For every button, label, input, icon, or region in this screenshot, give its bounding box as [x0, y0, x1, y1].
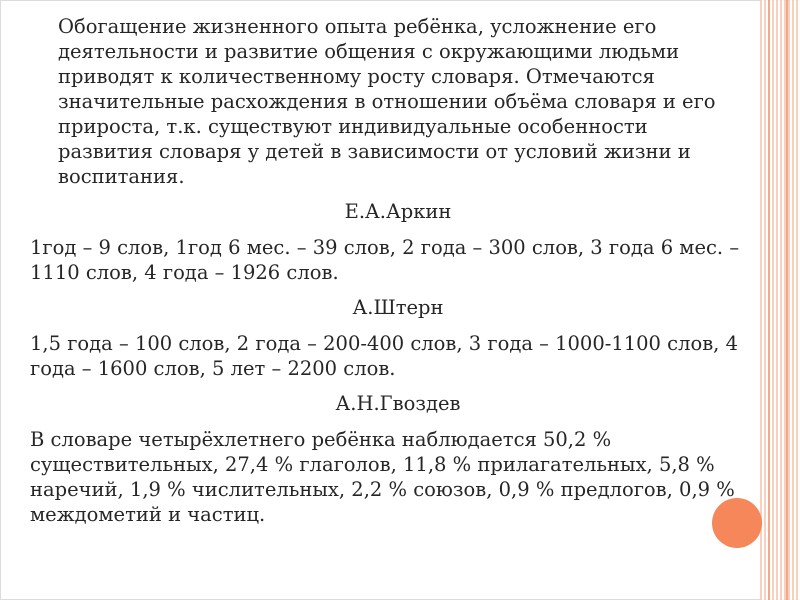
author-heading — [30, 199, 756, 225]
author-gvozdev: А.Н.Гвоздев — [335, 392, 461, 415]
author-heading — [30, 391, 756, 417]
decorative-stripes — [760, 0, 800, 600]
stern-data: 1,5 года – 100 слов, 2 года – 200-400 слов, 3 года – 1000-1100 слов, 4 года – 1600 слов, 5 лет – 2200 слов. — [30, 332, 738, 380]
slide-content — [30, 14, 756, 537]
author-arkin: Е.А.Аркин — [344, 200, 452, 223]
author-heading — [30, 295, 756, 321]
decorative-line — [786, 0, 788, 600]
intro-paragraph — [30, 14, 748, 189]
arkin-data: 1год – 9 слов, 1год 6 мес. – 39 слов, 2 года – 300 слов, 3 года 6 мес. – 1110 слов, 4 года – 1926 слов. — [30, 236, 740, 284]
author-stern: А.Штерн — [352, 296, 444, 319]
gvozdev-data: В словаре четырёхлетнего ребёнка наблюдается 50,2 % существительных, 27,4 % глаголов, 11,8 % прилагательных, 5,8 % наречий, 1,9 % числительных, 2,2 % союзов, 0,9 % предлогов, 0,9 % междометий и частиц. — [30, 428, 735, 526]
intro-text: Обогащение жизненного опыта ребёнка, усложнение его деятельности и развитие общения с окружающими людьми приводят к количественному росту словаря. Отмечаются значительные расхождения в отношении объёма словаря и его прироста, т.к. существуют индивидуальные особенности развития словаря у детей в зависимости от условий жизни и воспитания. — [58, 15, 716, 188]
decorative-line — [768, 0, 770, 600]
